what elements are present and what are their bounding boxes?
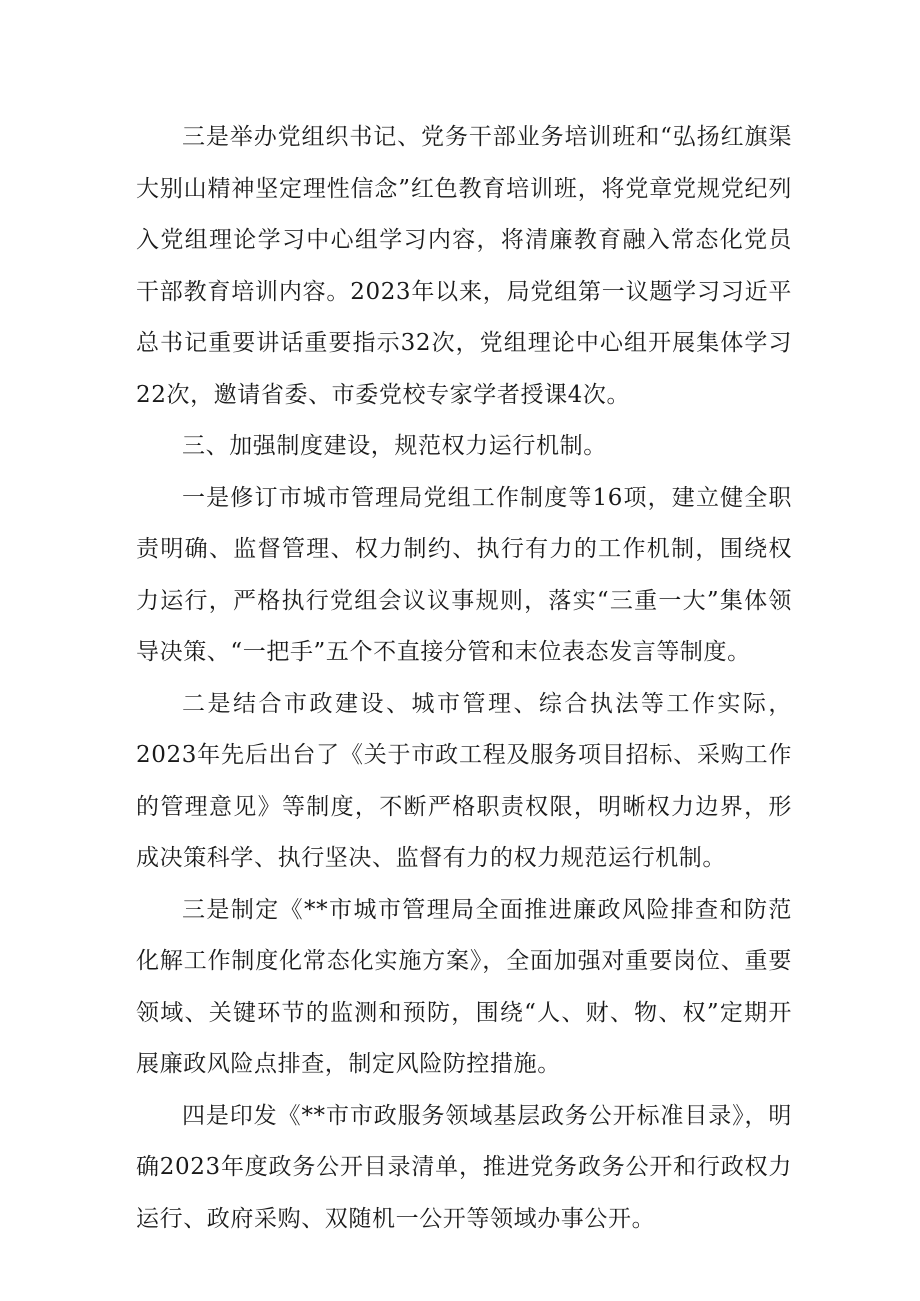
paragraph-risk-prevention: 三是制定《**市城市管理局全面推进廉政风险排查和防范化解工作制度化常态化实施方案》，全面加强对重要岗位、重要领域、关键环节的监测和预防，围绕“人、财、物、权”定期开展廉政风险点排查，制定风险防控措施。	[136, 896, 792, 1077]
document-body	[136, 112, 792, 1245]
paragraph-procurement-opinion: 二是结合市政建设、城市管理、综合执法等工作实际，2023年先后出台了《关于市政工程及服务项目招标、采购工作的管理意见》等制度，不断严格职责权限，明晰权力边界，形成决策科学、执行坚决、监督有力的权力规范运行机制。	[136, 690, 792, 871]
section-heading-institution-building: 三、加强制度建设，规范权力运行机制。	[182, 433, 607, 459]
paragraph-rules-revision: 一是修订市城市管理局党组工作制度等16项，建立健全职责明确、监督管理、权力制约、执行有力的工作机制，围绕权力运行，严格执行党组会议议事规则，落实“三重一大”集体领导决策、“一把手”五个不直接分管和末位表态发言等制度。	[136, 484, 792, 665]
paragraph-transparency-catalog: 四是印发《**市市政服务领域基层政务公开标准目录》，明确2023年度政务公开目录清单，推进党务政务公开和行政权力运行、政府采购、双随机一公开等领域办事公开。	[136, 1102, 792, 1232]
paragraph-party-training: 三是举办党组织书记、党务干部业务培训班和“弘扬红旗渠大别山精神坚定理性信念”红色教育培训班，将党章党规党纪列入党组理论学习中心组学习内容，将清廉教育融入常态化党员干部教育培训内容。2023年以来，局党组第一议题学习习近平总书记重要讲话重要指示32次，党组理论中心组开展集体学习22次，邀请省委、市委党校专家学者授课4次。	[136, 124, 792, 408]
